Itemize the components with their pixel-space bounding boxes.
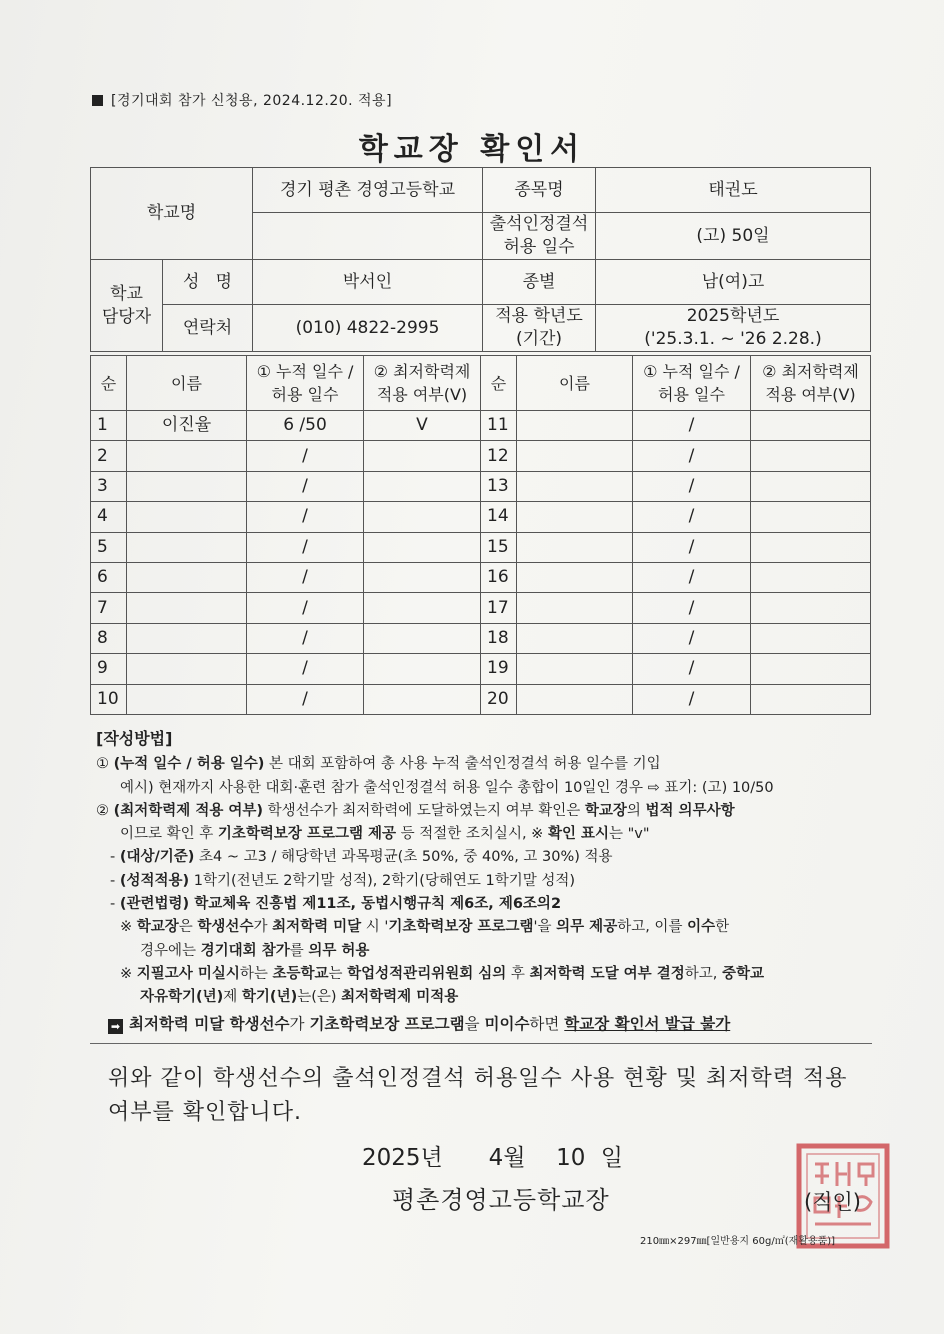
- cell-name: [127, 562, 247, 592]
- instruction-line: - (관련법령) 학교체육 진흥법 제11조, 동법시행규칙 제6조, 제6조의2: [110, 896, 562, 913]
- seal-label: (직인): [804, 1190, 861, 1214]
- cell-days: /: [633, 502, 751, 532]
- cell-check: [364, 562, 481, 592]
- table-row: [91, 441, 871, 471]
- cell-name: [127, 502, 247, 532]
- col-header-no: 순: [481, 356, 517, 411]
- cell-check: [751, 471, 871, 501]
- sport-value: 태권도: [596, 168, 871, 213]
- cell-days: /: [247, 654, 364, 684]
- form-header: [92, 90, 392, 110]
- cell-check: [364, 502, 481, 532]
- table-row: [91, 623, 871, 653]
- declaration-text: 위와 같이 학생선수의 출석인정결석 허용일수 사용 현황 및 최저학력 적용 여부를 확인합니다.: [108, 1066, 848, 1125]
- divider: [90, 1043, 872, 1044]
- instruction-line: 예시) 현재까지 사용한 대회·훈련 참가 출석인정결석 허용 일수 총합이 10일인 경우 ⇨ 표기: (고) 10/50: [120, 779, 774, 796]
- cell-no: 3: [91, 471, 127, 501]
- table-row: [91, 411, 871, 441]
- cell-check: [364, 654, 481, 684]
- cell-check: V: [364, 411, 481, 441]
- cell-check: [364, 684, 481, 714]
- cell-no: 6: [91, 562, 127, 592]
- cell-name: [517, 623, 633, 653]
- cell-name: [127, 471, 247, 501]
- square-bullet-icon: [92, 95, 103, 106]
- year-value: 2025학년도 ('25.3.1. ~ '26 2.28.): [596, 305, 871, 352]
- instructions-heading: [작성방법]: [96, 729, 173, 748]
- col-header-days: ① 누적 일수 / 허용 일수: [633, 356, 751, 411]
- cell-check: [364, 593, 481, 623]
- cell-check: [364, 471, 481, 501]
- cell-no: 17: [481, 593, 517, 623]
- cell-no: 7: [91, 593, 127, 623]
- student-table: [90, 355, 871, 715]
- cell-no: 19: [481, 654, 517, 684]
- cell-name: [127, 684, 247, 714]
- page-title: 학교장 확인서: [358, 132, 586, 167]
- sport-label: 종목명: [483, 168, 596, 213]
- cell-check: [364, 623, 481, 653]
- allow-value: (고) 50일: [596, 213, 871, 260]
- instruction-line: 경우에는 경기대회 참가를 의무 허용: [140, 942, 370, 959]
- cell-check: [751, 411, 871, 441]
- issue-date: 2025년 4월 10 일: [362, 1145, 623, 1171]
- principal-title: 평촌경영고등학교장: [392, 1186, 610, 1214]
- table-row: [91, 593, 871, 623]
- cell-check: [751, 502, 871, 532]
- cell-days: /: [247, 684, 364, 714]
- instruction-line: 자유학기(년)제 학기(년)는(은) 최저학력제 미적용: [140, 989, 459, 1006]
- cell-name: [517, 411, 633, 441]
- name-value: 박서인: [253, 260, 483, 305]
- cell-no: 2: [91, 441, 127, 471]
- instruction-line: ① (누적 일수 / 허용 일수) 본 대회 포함하여 총 사용 누적 출석인정결석 허용 일수를 기입: [96, 756, 661, 773]
- cell-no: 14: [481, 502, 517, 532]
- contact-value: (010) 4822-2995: [253, 305, 483, 352]
- year-label: 적용 학년도 (기간): [483, 305, 596, 352]
- cell-days: /: [633, 562, 751, 592]
- cell-check: [751, 684, 871, 714]
- arrow-right-icon: ➡: [108, 1019, 123, 1034]
- cell-name: [127, 623, 247, 653]
- cell-name: [517, 593, 633, 623]
- cell-days: /: [247, 441, 364, 471]
- school-label: 학교명: [91, 168, 253, 260]
- cell-check: [364, 441, 481, 471]
- cell-days: /: [633, 411, 751, 441]
- cell-no: 18: [481, 623, 517, 653]
- cell-check: [751, 562, 871, 592]
- table-row: [91, 562, 871, 592]
- cell-no: 9: [91, 654, 127, 684]
- cell-no: 1: [91, 411, 127, 441]
- col-header-name: 이름: [517, 356, 633, 411]
- cell-days: /: [633, 441, 751, 471]
- cell-days: /: [247, 471, 364, 501]
- cell-name: [517, 532, 633, 562]
- school-value: 경기 평촌 경영고등학교: [253, 168, 483, 213]
- manager-label: 학교 담당자: [91, 260, 163, 352]
- cell-check: [751, 532, 871, 562]
- cell-days: /: [247, 623, 364, 653]
- name-label: 성 명: [163, 260, 253, 305]
- cell-days: /: [633, 593, 751, 623]
- cell-days: /: [633, 532, 751, 562]
- cell-name: 이진율: [127, 411, 247, 441]
- cell-days: /: [247, 593, 364, 623]
- cell-name: [127, 654, 247, 684]
- instruction-line: ※ 지필고사 미실시하는 초등학교는 학업성적관리위원회 심의 후 최저학력 도달 여부 결정하고, 중학교: [120, 965, 764, 982]
- cell-days: /: [247, 532, 364, 562]
- cell-check: [751, 623, 871, 653]
- cell-days: /: [633, 684, 751, 714]
- table-row: [91, 684, 871, 714]
- allow-label: 출석인정결석 허용 일수: [483, 213, 596, 260]
- cell-name: [517, 441, 633, 471]
- cell-name: [517, 471, 633, 501]
- writing-instructions: [96, 727, 876, 1010]
- cell-days: /: [247, 502, 364, 532]
- instruction-line: ※ 학교장은 학생선수가 최저학력 미달 시 '기초학력보장 프로그램'을 의무 제공하고, 이를 이수한: [120, 919, 730, 936]
- cell-no: 16: [481, 562, 517, 592]
- instruction-line: - (대상/기준) 초4 ~ 고3 / 해당학년 과목평균(초 50%, 중 40%, 고 30%) 적용: [110, 849, 613, 866]
- cell-no: 5: [91, 532, 127, 562]
- cell-no: 13: [481, 471, 517, 501]
- table-row: [91, 532, 871, 562]
- cell-name: [517, 562, 633, 592]
- cell-days: /: [633, 471, 751, 501]
- info-table: [90, 167, 871, 352]
- col-header-no: 순: [91, 356, 127, 411]
- instruction-line: - (성적적용) 1학기(전년도 2학기말 성적), 2학기(당해연도 1학기말 성적): [110, 872, 576, 889]
- contact-label: 연락처: [163, 305, 253, 352]
- cell-no: 15: [481, 532, 517, 562]
- issuance-note: ➡ 최저학력 미달 학생선수가 기초학력보장 프로그램을 미이수하면 학교장 확인서 발급 불가: [108, 1012, 730, 1034]
- cell-no: 12: [481, 441, 517, 471]
- cell-check: [364, 532, 481, 562]
- col-header-name: 이름: [127, 356, 247, 411]
- type-value: 남(여)고: [596, 260, 871, 305]
- cell-name: [517, 502, 633, 532]
- cell-name: [517, 654, 633, 684]
- col-header-min: ② 최저학력제 적용 여부(V): [364, 356, 481, 411]
- cell-days: /: [633, 654, 751, 684]
- cell-name: [127, 532, 247, 562]
- paper-spec-footer: 210㎜×297㎜[일반용지 60g/㎡(재활용품)]: [640, 1236, 836, 1247]
- cell-name: [127, 441, 247, 471]
- cell-name: [517, 684, 633, 714]
- cell-no: 4: [91, 502, 127, 532]
- cell-name: [127, 593, 247, 623]
- table-row: [91, 502, 871, 532]
- type-label: 종별: [483, 260, 596, 305]
- cell-check: [751, 441, 871, 471]
- col-header-min: ② 최저학력제 적용 여부(V): [751, 356, 871, 411]
- cell-no: 10: [91, 684, 127, 714]
- cell-no: 20: [481, 684, 517, 714]
- form-header-text: [경기대회 참가 신청용, 2024.12.20. 적용]: [111, 93, 393, 109]
- instruction-line: 이므로 확인 후 기초학력보장 프로그램 제공 등 적절한 조치실시, ※ 확인 표시는 "v": [120, 826, 650, 843]
- cell-no: 11: [481, 411, 517, 441]
- cell-no: 8: [91, 623, 127, 653]
- cell-check: [751, 593, 871, 623]
- col-header-days: ① 누적 일수 / 허용 일수: [247, 356, 364, 411]
- cell-days: /: [247, 562, 364, 592]
- table-row: [91, 654, 871, 684]
- cell-days: /: [633, 623, 751, 653]
- table-row: [91, 471, 871, 501]
- cell-check: [751, 654, 871, 684]
- cell-days: 6 /50: [247, 411, 364, 441]
- instruction-line: ② (최저학력제 적용 여부) 학생선수가 최저학력에 도달하였는지 여부 확인은 학교장의 법적 의무사항: [96, 802, 735, 819]
